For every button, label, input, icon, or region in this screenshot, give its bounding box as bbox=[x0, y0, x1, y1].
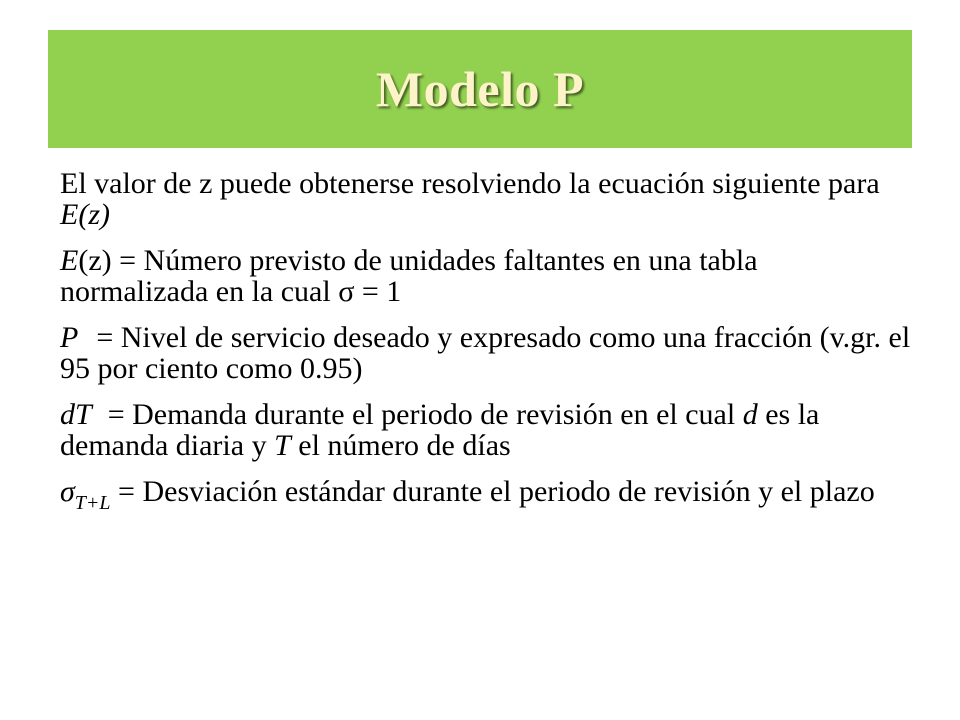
dt-definition-text-c: el número de días bbox=[290, 429, 511, 462]
paragraph-ez-definition bbox=[60, 245, 912, 307]
sigma-variable: σ bbox=[60, 475, 75, 508]
slide-title: Modelo P bbox=[375, 61, 585, 117]
sigma-definition-text: = Desviación estándar durante el periodo de revisión y el plazo bbox=[110, 475, 875, 508]
e-variable: E bbox=[60, 244, 79, 277]
paragraph-dt-definition bbox=[60, 399, 912, 461]
t-variable: T bbox=[274, 429, 291, 462]
d-variable: d bbox=[742, 398, 758, 431]
dt-definition-text-b: es la demanda diaria y bbox=[60, 398, 820, 462]
paragraph-zvalue-text: El valor de z puede obtenerse resolviendo la ecuación siguiente para bbox=[60, 167, 880, 200]
paragraph-sigma-definition bbox=[60, 475, 912, 514]
paragraph-zvalue bbox=[60, 168, 912, 230]
slide-body bbox=[60, 168, 912, 522]
dt-variable: dT bbox=[60, 398, 92, 431]
ez-definition-text: (z) = Número previsto de unidades faltantes en una tabla normalizada en la cual σ = 1 bbox=[60, 244, 758, 308]
p-definition-text: = Nivel de servicio deseado y expresado como una fracción (v.gr. el 95 por ciento como 0.95) bbox=[60, 321, 911, 385]
ez-variable: E(z) bbox=[60, 198, 110, 231]
dt-definition-text-a: = Demanda durante el periodo de revisión en el cual bbox=[107, 398, 743, 431]
sigma-subscript: T+L bbox=[74, 492, 111, 514]
title-bar bbox=[48, 30, 912, 148]
p-variable: P bbox=[60, 321, 79, 354]
paragraph-p-definition bbox=[60, 322, 912, 384]
